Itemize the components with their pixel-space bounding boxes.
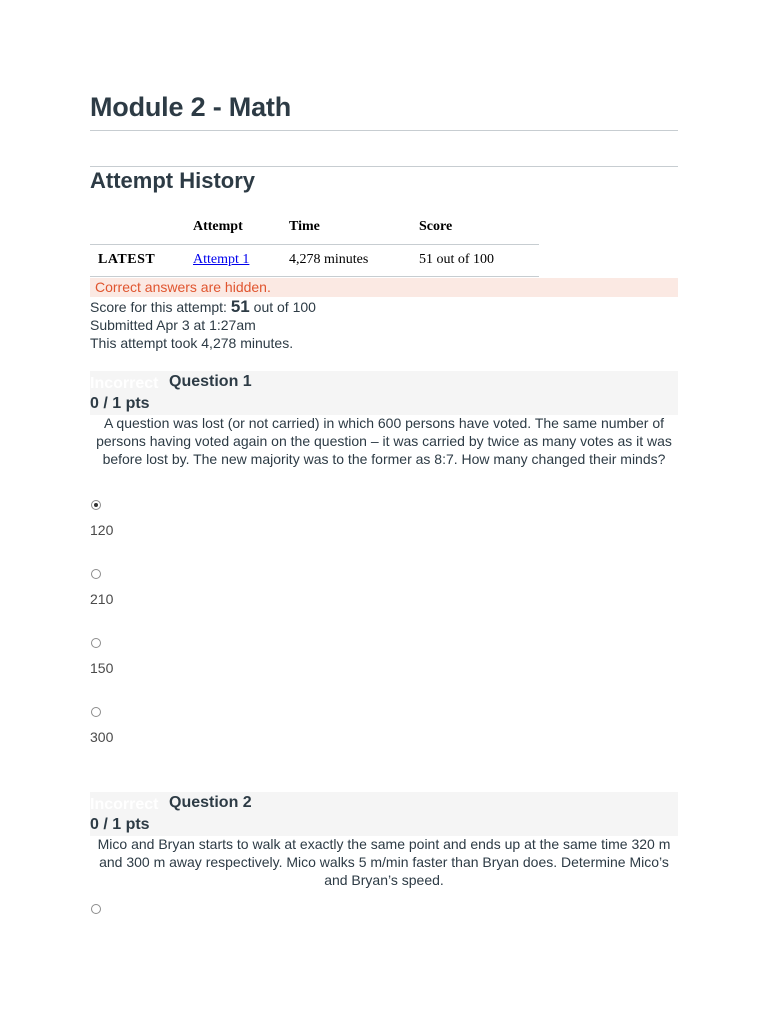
question-1-title: Question 1 [169, 373, 252, 390]
question-1-header [90, 371, 678, 415]
question-1-answer-2-radio[interactable] [91, 569, 101, 579]
attempt-history-table [90, 210, 539, 277]
score-line [90, 298, 316, 316]
submitted-line: Submitted Apr 3 at 1:27am [90, 317, 256, 333]
question-1-answer-2-label: 210 [90, 591, 114, 607]
question-1-answer-1-label: 120 [90, 522, 114, 538]
question-1-answer-4-label: 300 [90, 729, 114, 745]
question-1-answer-3-radio[interactable] [91, 638, 101, 648]
score-value: 51 [230, 297, 250, 316]
column-header-attempt: Attempt [193, 218, 243, 234]
latest-label: LATEST [98, 252, 156, 267]
question-1-points: 0 / 1 pts [90, 395, 150, 412]
question-2-answer-1-radio[interactable] [91, 904, 101, 914]
attempt-time: 4,278 minutes [289, 252, 369, 267]
attempt-1-link[interactable]: Attempt 1 [193, 252, 250, 267]
table-header-row [90, 210, 539, 244]
column-header-label [90, 210, 185, 244]
title-divider [90, 130, 678, 131]
attempt-summary [90, 298, 316, 352]
question-1-answer-3-label: 150 [90, 660, 114, 676]
column-header-time: Time [289, 218, 320, 234]
score-suffix: out of 100 [253, 299, 316, 315]
question-1-answer-1-radio[interactable] [91, 500, 101, 510]
question-1-answer-4-radio[interactable] [91, 707, 101, 717]
page-title: Module 2 - Math [90, 92, 291, 122]
question-2-header [90, 792, 678, 836]
section-divider [90, 166, 678, 167]
question-1-text: A question was lost (or not carried) in which 600 persons have voted. The same number of persons having voted again on the question – it was carried by twice as many votes as it was before lost by. The new majority was to the former as 8:7. How many changed their minds? [96, 415, 672, 467]
table-row [90, 244, 539, 276]
question-2-points: 0 / 1 pts [90, 816, 150, 833]
duration-line: This attempt took 4,278 minutes. [90, 335, 294, 351]
correct-answers-hidden-notice: Correct answers are hidden. [90, 278, 678, 297]
question-2-status: Incorrect [90, 796, 159, 813]
attempt-history-heading: Attempt History [90, 168, 256, 193]
attempt-score: 51 out of 100 [419, 252, 495, 267]
column-header-score: Score [419, 218, 453, 234]
question-2-text: Mico and Bryan starts to walk at exactly the same point and ends up at the same time 320 m and 300 m away respectively. Mico walks 5 m/min faster than Bryan does. Determine Mico’s and Bryan’s speed. [97, 836, 671, 888]
question-2-title: Question 2 [169, 794, 252, 811]
score-prefix: Score for this attempt: [90, 299, 227, 315]
question-1-status: Incorrect [90, 375, 159, 392]
